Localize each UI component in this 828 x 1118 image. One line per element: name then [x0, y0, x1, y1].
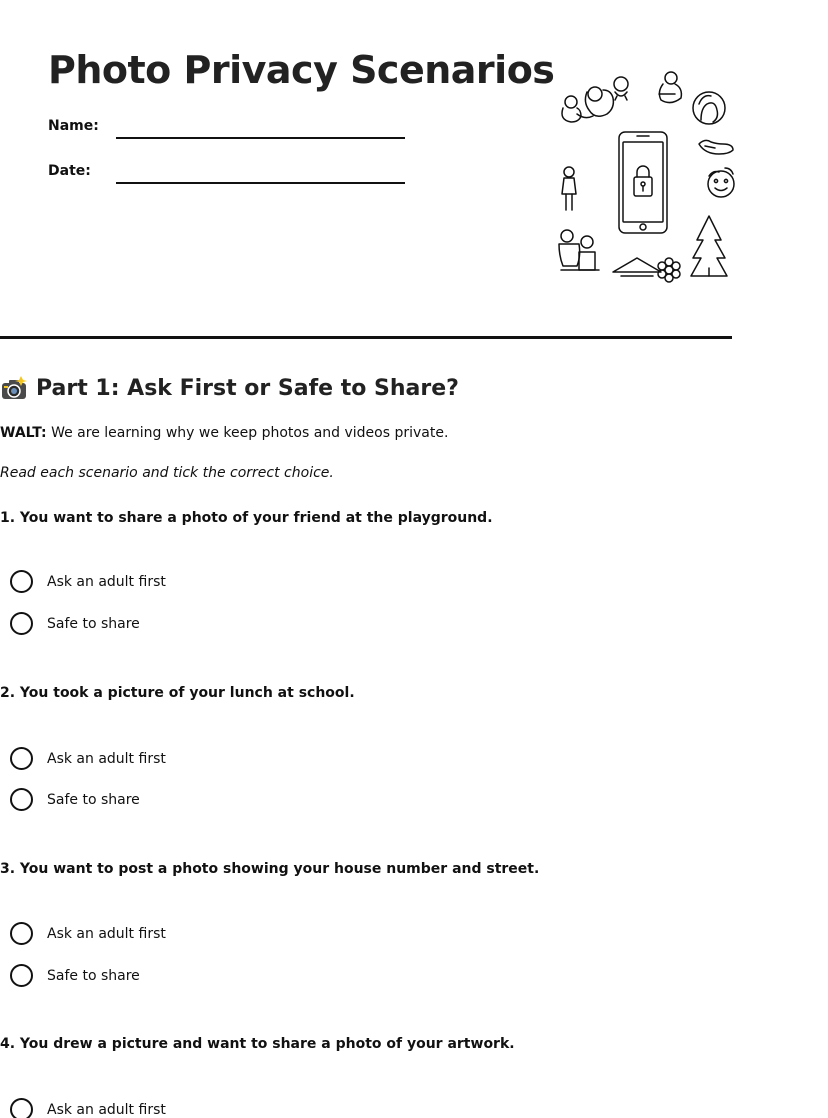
- tree-icon: [691, 216, 727, 276]
- name-field[interactable]: [48, 118, 405, 134]
- small-person-icon: [562, 167, 576, 210]
- radio-circle[interactable]: [10, 570, 33, 593]
- mountain-icon: [613, 258, 661, 276]
- date-line[interactable]: [116, 182, 405, 184]
- option-label: Ask an adult first: [47, 573, 166, 590]
- reading-person-icon: [659, 72, 681, 103]
- children-icon: [559, 230, 599, 270]
- option-safe-to-share[interactable]: [10, 964, 140, 987]
- date-label: Date:: [48, 163, 91, 179]
- header-divider: [0, 336, 732, 339]
- shoe-icon: [699, 140, 733, 154]
- child-face-icon: [614, 77, 628, 100]
- question-text: 2. You took a picture of your lunch at school.: [0, 685, 355, 701]
- option-ask-adult[interactable]: [10, 1098, 166, 1118]
- name-line[interactable]: [116, 137, 405, 139]
- radio-circle[interactable]: [10, 922, 33, 945]
- question-text: 3. You want to post a photo showing your house number and street.: [0, 861, 540, 877]
- part1-heading-text: Part 1: Ask First or Safe to Share?: [36, 375, 459, 401]
- worksheet-header: [48, 0, 780, 338]
- lock-icon: [634, 166, 652, 196]
- family-icon: [562, 87, 613, 122]
- option-safe-to-share[interactable]: [10, 612, 140, 635]
- option-safe-to-share[interactable]: [10, 788, 140, 811]
- smiley-icon: [708, 168, 734, 197]
- option-label: Ask an adult first: [47, 925, 166, 942]
- radio-circle[interactable]: [10, 788, 33, 811]
- question-3: [0, 861, 732, 984]
- radio-circle[interactable]: [10, 747, 33, 770]
- radio-circle[interactable]: [10, 964, 33, 987]
- option-label: Safe to share: [47, 967, 140, 984]
- walt-statement: [0, 425, 448, 441]
- option-label: Safe to share: [47, 615, 140, 632]
- phone-privacy-illustration: [551, 64, 751, 294]
- option-label: Safe to share: [47, 791, 140, 808]
- name-label: Name:: [48, 118, 99, 134]
- walt-text: We are learning why we keep photos and videos private.: [51, 425, 449, 441]
- part1-heading: [0, 375, 459, 401]
- option-ask-adult[interactable]: [10, 747, 166, 770]
- question-text: 1. You want to share a photo of your friend at the playground.: [0, 510, 493, 526]
- portrait-icon: [693, 92, 725, 124]
- option-ask-adult[interactable]: [10, 922, 166, 945]
- option-label: Ask an adult first: [47, 1101, 166, 1118]
- question-4: [0, 1036, 732, 1118]
- walt-label: WALT:: [0, 425, 47, 441]
- date-field[interactable]: [48, 163, 405, 179]
- worksheet-title: Photo Privacy Scenarios: [48, 48, 555, 92]
- instructions: Read each scenario and tick the correct choice.: [0, 465, 334, 481]
- flower-icon: [658, 258, 680, 282]
- option-ask-adult[interactable]: [10, 570, 166, 593]
- radio-circle[interactable]: [10, 1098, 33, 1118]
- question-1: [0, 510, 732, 632]
- question-text: 4. You drew a picture and want to share a photo of your artwork.: [0, 1036, 515, 1052]
- question-2: [0, 685, 732, 808]
- camera-flash-icon: [0, 375, 28, 401]
- option-label: Ask an adult first: [47, 750, 166, 767]
- radio-circle[interactable]: [10, 612, 33, 635]
